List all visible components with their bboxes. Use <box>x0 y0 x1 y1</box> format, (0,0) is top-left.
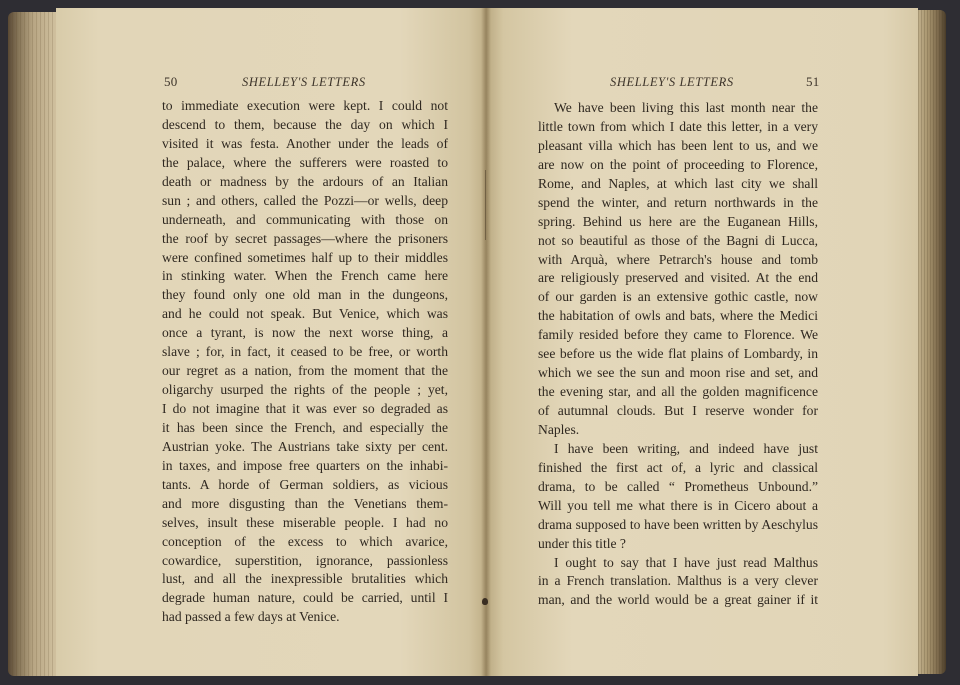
text-line: visited it was festa. Another under the leads of <box>162 135 448 151</box>
text-line: spend the winter, and return northwards in the <box>538 194 818 210</box>
text-line: I do not imagine that it was ever so degraded as <box>162 401 448 416</box>
right-body-text <box>538 99 818 610</box>
left-header-title: SHELLEY'S LETTERS <box>242 75 366 89</box>
text-line: descend to them, because the day on which I <box>162 116 448 132</box>
text-line: the habitation of owls and bats, where the Medici <box>538 308 818 324</box>
text-line: and he could not speak. But Venice, which was <box>162 306 448 322</box>
text-line: and more disgusting than the Venetians them- <box>162 495 448 511</box>
text-line: were confined sometimes half up to their middles <box>162 249 448 265</box>
text-line: drama, to be called “ Prometheus Unbound.” <box>538 478 818 494</box>
right-page <box>486 8 918 676</box>
text-line: in taxes, and impose free quarters on the inhabi- <box>162 457 448 473</box>
text-line: not so beautiful as those of the Bagni di Lucca, <box>538 232 818 248</box>
text-line: Austrian yoke. The Austrians take sixty per cent. <box>162 438 448 454</box>
text-line: cowardice, superstition, ignorance, passionless <box>162 552 448 568</box>
spine-crease <box>485 170 486 240</box>
text-line: I ought to say that I have just read Malthus <box>554 554 818 570</box>
text-line: are religiously preserved and visited. At the end <box>538 270 818 286</box>
text-line: once a tyrant, is now the next worse thing, a <box>162 325 448 341</box>
text-line: slave ; for, in fact, it ceased to be free, or worth <box>162 344 448 360</box>
text-line: oligarchy usurped the rights of the people ; yet, <box>162 382 448 398</box>
text-line: with Arquà, where Petrarch's house and tomb <box>538 251 818 267</box>
text-line: the palace, where the sufferers were roasted to <box>162 154 448 170</box>
text-line: under this title ? <box>538 535 626 551</box>
text-line: in stinking water. When the French came here <box>162 268 448 284</box>
text-line: lust, and all the inexpressible brutalities which <box>162 571 448 587</box>
text-line: it has been since the French, and especially the <box>162 419 448 435</box>
text-line: We have been living this last month near the <box>554 100 818 115</box>
text-line: Will you tell me what there is in Cicero about a <box>538 497 818 513</box>
text-line: finished the first act of, a lyric and classical <box>538 459 818 475</box>
text-line: spring. Behind us here are the Euganean Hills, <box>538 213 818 229</box>
right-running-title <box>610 74 734 90</box>
spine-mark <box>482 598 488 605</box>
text-line: I have been writing, and indeed have just <box>554 440 818 456</box>
text-line: little town from which I date this letter, in a very <box>538 118 818 134</box>
left-running-head <box>164 74 178 90</box>
text-line: man, and the world would be a great gainer if it <box>538 592 818 608</box>
text-line: they found only one old man in the dungeons, <box>162 287 448 303</box>
text-line: to immediate execution were kept. I could not <box>162 98 448 113</box>
right-running-head <box>806 74 820 90</box>
text-line: degrade human nature, could be carried, until I <box>162 590 448 606</box>
text-line: pleasant villa which has been lent to us, and we <box>538 137 818 153</box>
text-line: are now on the point of proceeding to Florence, <box>538 156 818 172</box>
text-line: tants. A horde of German soldiers, as vicious <box>162 476 448 492</box>
text-line: of our garden is an extensive gothic castle, now <box>538 289 818 305</box>
left-page-number: 50 <box>164 74 178 89</box>
left-body-text <box>162 97 448 627</box>
book-gutter <box>481 8 491 676</box>
text-line: sun ; and others, called the Pozzi—or wells, deep <box>162 192 448 208</box>
left-running-title <box>242 74 366 90</box>
text-line: death or madness by the ardours of an Italian <box>162 173 448 189</box>
text-line: the evening star, and all the golden magnificence <box>538 384 818 400</box>
text-line: had passed a few days at Venice. <box>162 609 340 625</box>
right-header-title: SHELLEY'S LETTERS <box>610 75 734 89</box>
left-page <box>56 8 486 676</box>
text-line: of autumnal clouds. But I reserve wonder for <box>538 403 818 418</box>
text-line: conception of the excess to which avarice, <box>162 533 448 549</box>
text-line: Rome, and Naples, at which last city we shall <box>538 175 818 191</box>
text-line: in a French translation. Malthus is a very clever <box>538 573 818 589</box>
text-line: our regret as a nation, from the moment that the <box>162 363 448 379</box>
text-line: see before us the wide flat plains of Lombardy, in <box>538 346 818 362</box>
text-line: the roof by secret passages—where the prisoners <box>162 230 448 246</box>
right-page-number: 51 <box>806 74 820 89</box>
text-line: selves, insult these miserable people. I had no <box>162 514 448 530</box>
text-line: underneath, and communicating with those on <box>162 211 448 227</box>
text-line: drama supposed to have been written by Aeschylus <box>538 516 818 532</box>
text-line: family resided before they came to Florence. We <box>538 327 818 343</box>
text-line: which we see the sun and moon rise and set, and <box>538 365 818 381</box>
text-line: Naples. <box>538 421 580 437</box>
